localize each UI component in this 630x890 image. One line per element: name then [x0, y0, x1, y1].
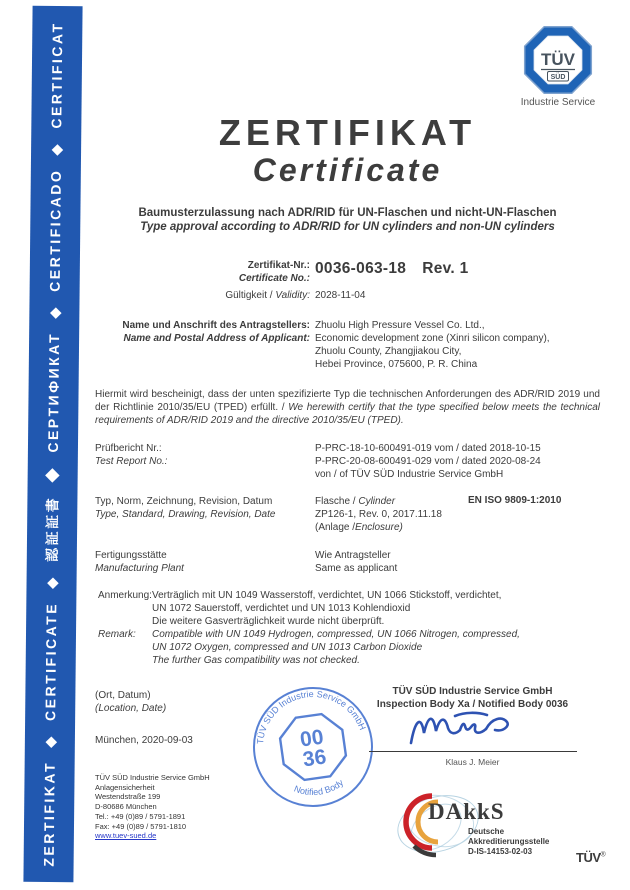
applicant-line: Zhuolu County, Zhangjiakou City, — [315, 346, 462, 357]
place-date-value: München, 2020-09-03 — [95, 735, 193, 746]
type-line-2: ZP126-1, Rev. 0, 2017.11.18 — [315, 509, 442, 520]
place-date-label: (Ort, Datum) (Location, Date) — [95, 690, 167, 714]
certification-statement — [95, 388, 600, 428]
signer-name: Klaus J. Meier — [445, 757, 500, 767]
remark-label-english: Remark: — [98, 629, 136, 640]
remark-text-german: Verträglich mit UN 1049 Wasserstoff, verdichtet, UN 1066 Stickstoff, verdichtet, UN 1072 Sauerstoff, verdichtet und UN 1013 Kohlendioxid Die weitere Gasverträglichkeit wurde nicht überprüft. — [152, 590, 502, 627]
test-report-values — [315, 442, 541, 481]
tuv-registered-mark: TÜV® — [576, 850, 606, 865]
stamp-number-bottom: 36 — [301, 745, 328, 772]
applicant-address — [315, 319, 550, 371]
test-report-line: P-PRC-18-10-600491-019 vom / dated 2018-10-15 — [315, 443, 541, 454]
validity-label: Gültigkeit / Validity: — [225, 290, 310, 301]
side-band-multilingual-text: ZERTIFIKAT ◆ CERTIFICATE ◆ 認証証書 ◆ СЕРТИФИКАТ ◆ CERTIFICADO ◆ CERTIFICAT — [40, 21, 66, 867]
type-line-1: Flasche / Cylinder — [315, 496, 396, 507]
validity-value: 2028-11-04 — [315, 290, 366, 301]
plant-values: Wie Antragsteller Same as applicant — [315, 550, 398, 574]
logo-caption: Industrie Service — [520, 97, 596, 108]
website-link[interactable]: www.tuev-sued.de — [95, 831, 157, 841]
test-report-label: Prüfbericht Nr.: Test Report No.: — [95, 443, 168, 467]
statement-german: Hiermit wird bescheinigt, dass der unten spezifizierte Typ die technischen Anforderungen des ADR/RID 2019 und der Richtlinie 2010/35/EU (TPED) erfüllt. / — [95, 389, 600, 414]
signature-line — [369, 751, 577, 752]
applicant-line: Economic development zone (Xinri silicon company), — [315, 333, 550, 344]
applicant-line: Hebei Province, 075600, P. R. China — [315, 359, 478, 370]
subtitle-english: Type approval according to ADR/RID for UN cylinders and non-UN cylinders — [140, 221, 555, 233]
stamp-ring-bottom-text: Notified Body — [292, 777, 346, 798]
dakks-accreditation-text: Deutsche Akkreditierungsstelle D-IS-14153-02-03 — [468, 827, 550, 856]
type-line-3: (Anlage /Enclosure) — [315, 522, 403, 533]
certificate-number-label: Zertifikat-Nr.: Certificate No.: — [238, 260, 310, 284]
dakks-wordmark: DAkkS — [428, 799, 505, 824]
stamp-ring-top-text: TÜV SÜD Industrie Service GmbH — [255, 688, 368, 745]
type-label: Typ, Norm, Zeichnung, Revision, Datum Type, Standard, Drawing, Revision, Date — [95, 496, 276, 520]
svg-text:Notified Body — [291, 776, 346, 800]
subtitle-german: Baumusterzulassung nach ADR/RID für UN-Flaschen und nicht-UN-Flaschen — [138, 207, 557, 219]
type-values — [315, 495, 442, 534]
issuer-block: TÜV SÜD Industrie Service GmbH Inspection Body Xa / Notified Body 0036 — [376, 686, 569, 710]
logo-tuv-text: TÜV — [541, 50, 575, 69]
certificate-number-value: 0036-063-18 Rev. 1 — [315, 260, 469, 277]
signature-icon — [403, 707, 543, 751]
applicant-label: Name und Anschrift des Antragstellers: Name and Postal Address of Applicant: — [122, 320, 310, 344]
applicant-line: Zhuolu High Pressure Vessel Co. Ltd., — [315, 320, 485, 331]
logo-sud-text: SÜD — [550, 74, 566, 81]
plant-label: Fertigungsstätte Manufacturing Plant — [95, 550, 184, 574]
test-report-line: von / of TÜV SÜD Industrie Service GmbH — [315, 469, 504, 480]
revision-value: Rev. 1 — [422, 260, 469, 277]
standard-value: EN ISO 9809-1:2010 — [468, 495, 562, 506]
remark-label-german: Anmerkung: — [98, 590, 152, 601]
stamp-number-top: 00 — [298, 725, 325, 752]
test-report-line: P-PRC-20-08-600491-029 vom / dated 2020-08-24 — [315, 456, 541, 467]
statement-english: We herewith certify that the type specified below meets the technical requirements of ADR/RID 2019 and the directive 2010/35/EU (TPED). — [95, 402, 600, 427]
certificate-side-band — [23, 6, 82, 882]
remark-text-english: Compatible with UN 1049 Hydrogen, compressed, UN 1066 Nitrogen, compressed, UN 1072 Oxygen, compressed and UN 1013 Carbon Dioxide The further Gas compatibility was not checked. — [152, 629, 520, 666]
tuv-sud-logo-icon — [520, 22, 596, 98]
notified-body-stamp-icon — [251, 685, 375, 809]
footer-address: TÜV SÜD Industrie Service GmbH Anlagensicherheit Westendstraße 199 D-80686 München Tel.: +49 (0)89 / 5791-1891 Fax: +49 (0)89 / 5791-1810 www.tuev-sued.de — [95, 773, 210, 841]
page-title-english: Certificate — [252, 152, 443, 188]
page-title-german: ZERTIFIKAT — [218, 112, 477, 153]
